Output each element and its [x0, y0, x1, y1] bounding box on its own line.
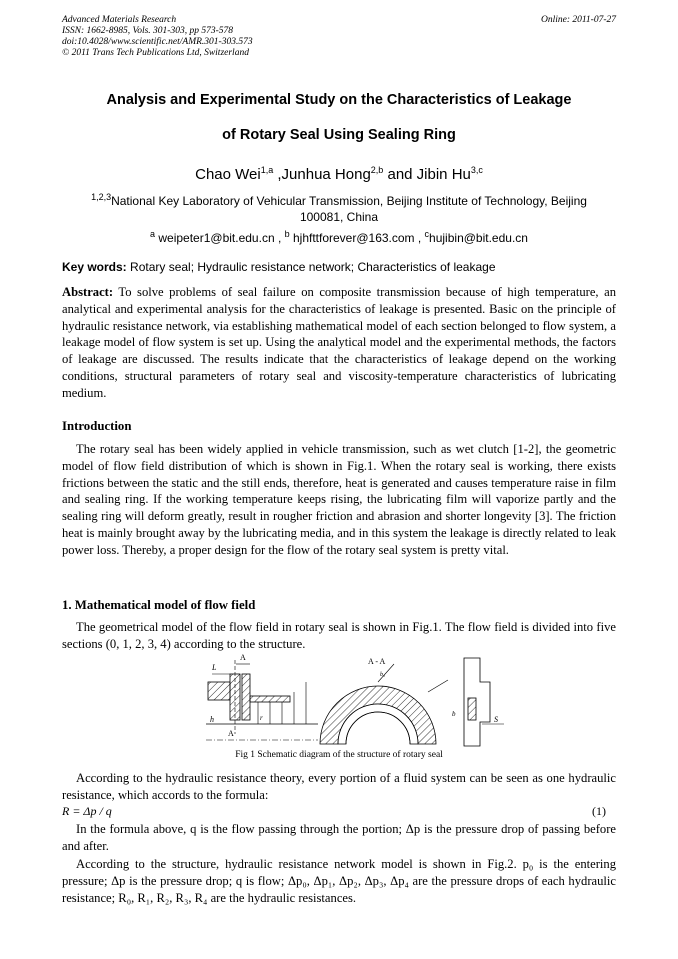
paper-title-line1: Analysis and Experimental Study on the Characteristics of Leakage	[106, 92, 572, 108]
label-section: A - A	[368, 657, 386, 666]
author-3-sup: 3,c	[470, 165, 483, 175]
copyright: © 2011 Trans Tech Publications Ltd, Switzerland	[62, 48, 249, 58]
author-2-sup: 2,b	[370, 165, 384, 175]
header-meta	[62, 15, 253, 59]
label-l: L	[212, 663, 217, 672]
label-a-top: A	[240, 653, 246, 662]
formula-1	[62, 804, 616, 819]
email-sup-c: c	[424, 229, 430, 239]
doi: doi:10.4028/www.scientific.net/AMR.301-303.573	[62, 37, 253, 47]
email-a: weipeter1@bit.edu.cn ,	[155, 231, 285, 245]
body-p2: In the formula above, q is the flow passing through the portion; Δp is the pressure drop of passing before and after.	[62, 822, 616, 853]
journal-name: Advanced Materials Research	[62, 15, 177, 25]
figure-1	[198, 652, 504, 748]
label-a-bottom: A	[228, 729, 234, 738]
label-bs: b	[452, 710, 456, 718]
author-2: ,Junhua Hong	[273, 166, 371, 183]
label-s: S	[494, 715, 498, 724]
figure-1-caption: Fig 1 Schematic diagram of the structure of rotary seal	[235, 750, 443, 760]
email-b: hjhfttforever@163.com ,	[289, 231, 425, 245]
email-sup-b: b	[284, 229, 290, 239]
affiliation-text: National Key Laboratory of Vehicular Transmission, Beijing Institute of Technology, Beijing	[111, 194, 587, 208]
paper-title-line2: of Rotary Seal Using Sealing Ring	[222, 127, 456, 143]
email-c: hujibin@bit.edu.cn	[429, 231, 528, 245]
affiliation-sup: 1,2,3	[91, 192, 112, 202]
abstract	[62, 284, 616, 402]
online-date: Online: 2011-07-27	[540, 15, 616, 25]
label-r: r	[260, 714, 263, 722]
keywords-text: Rotary seal; Hydraulic resistance network; Characteristics of leakage	[126, 260, 496, 274]
author-1-sup: 1,a	[260, 165, 274, 175]
section1-heading: 1. Mathematical model of flow field	[62, 598, 256, 612]
affiliation-line2: 100081, China	[299, 210, 379, 224]
author-1: Chao Wei	[195, 166, 261, 183]
label-h: h	[210, 715, 214, 724]
keywords-label: Key words:	[62, 260, 127, 274]
section-a-a	[320, 657, 448, 744]
body-p1: According to the hydraulic resistance theory, every portion of a fluid system can be seen as one hydraulic resistance, which accords to the formula:	[62, 771, 616, 802]
body-p3: According to the structure, hydraulic resistance network model is shown in Fig.2. p₀ is the entering pressure; Δp is the pressure drop; q is flow; Δp₀, Δp₁, Δp₂, Δp₃, Δp₄ are the pressure drops of each hydraulic resistance; R₀, R₁, R₂, R₃, R₄ are the hydraulic resistances.	[62, 857, 616, 905]
affiliation-line1	[62, 192, 616, 208]
author-3: and Jibin Hu	[383, 166, 471, 183]
intro-text: The rotary seal has been widely applied in vehicle transmission, such as wet clutch [1-2], the geometric model of flow field distribution of which is shown in Fig.1. When the rotary seal is working, there exists frictions between the static and the still ends, therefore, heat is generated and causes temperature raise in film and sealing ring. If the working temperature keeps rising, the lubricating film will vaporize partly and the sealing ring will deform greatly, result in rougher friction and abrasion and shorter longevity [3]. The friction heat is mainly brought away by the lubricating media, and in this system the leakage is directly related to leak power loss. Thereby, a proper design for the flow of the rotary seal system is pretty vital.	[62, 442, 616, 557]
abstract-label: Abstract:	[62, 285, 114, 299]
side-view	[452, 658, 504, 746]
label-b0: b₀	[380, 672, 386, 678]
intro-heading: Introduction	[62, 419, 132, 433]
seal-cross-section	[206, 653, 318, 740]
email-sup-a: a	[150, 229, 156, 239]
abstract-text: To solve problems of seal failure on composite transmission because of high temperature, an analytical and experimental analysis for the characteristics of leakage is presented. Basic on the principle of hydraulic resistance network, via establishing mathematical model of each section belonged to flow system, a leakage model of flow system is set up. Using the analytical model and the experimental methods, the factors of leakage are discussed. The results indicate that the characteristics of leakage depend on the working conditions, structural parameters of rotary seal and viscosity-temperature characteristics of lubricating medium.	[62, 285, 616, 400]
authors	[62, 165, 616, 183]
emails	[62, 229, 616, 245]
formula-number: (1)	[592, 804, 606, 818]
section1-text: The geometrical model of the flow field in rotary seal is shown in Fig.1. The flow field is divided into five sections (0, 1, 2, 3, 4) according to the structure.	[62, 620, 616, 651]
formula-text: R = Δp / q	[62, 804, 112, 818]
issn: ISSN: 1662-8985, Vols. 301-303, pp 573-578	[62, 26, 233, 36]
keywords	[62, 260, 616, 274]
